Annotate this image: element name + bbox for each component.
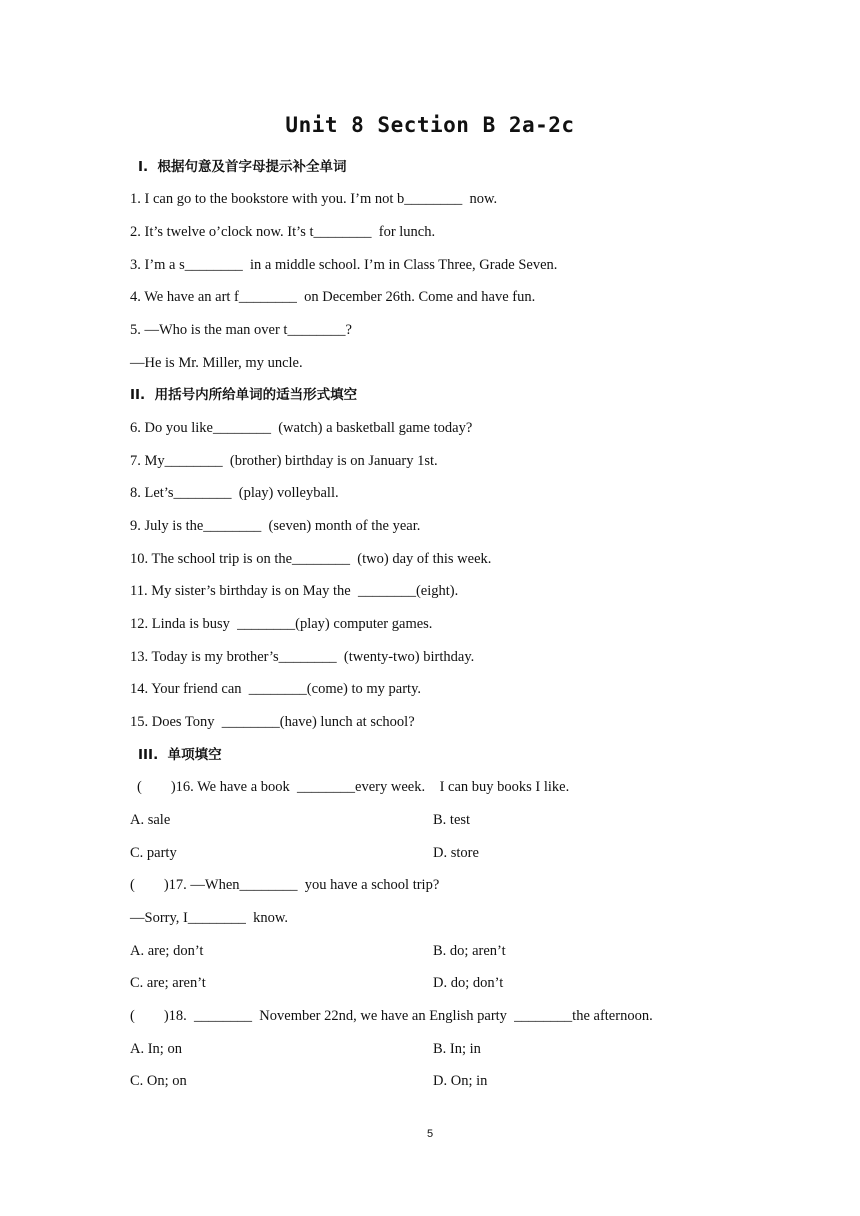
question-10: 10. The school trip is on the________ (two) day of this week. <box>130 551 492 567</box>
option-17-c: C. are; aren’t <box>130 975 206 991</box>
option-18-b: B. In; in <box>433 1041 481 1057</box>
section-heading-1: I. 根据句意及首字母提示补全单词 <box>138 159 347 175</box>
question-17-reply: —Sorry, I________ know. <box>130 910 289 926</box>
question-11: 11. My sister’s birthday is on May the ________(eight). <box>130 583 459 599</box>
option-18-d: D. On; in <box>433 1073 488 1089</box>
option-18-c: C. On; on <box>130 1073 187 1089</box>
option-17-b: B. do; aren’t <box>433 943 506 959</box>
option-18-a: A. In; on <box>130 1041 182 1057</box>
question-7: 7. My________ (brother) birthday is on January 1st. <box>130 453 438 469</box>
question-2: 2. It’s twelve o’clock now. It’s t________ for lunch. <box>130 224 436 240</box>
question-6: 6. Do you like________ (watch) a basketball game today? <box>130 420 473 436</box>
question-4: 4. We have an art f________ on December 26th. Come and have fun. <box>130 289 536 305</box>
option-16-b: B. test <box>433 812 471 828</box>
question-18: ( )18. ________ November 22nd, we have an English party ________the afternoon. <box>130 1008 653 1024</box>
question-5: 5. —Who is the man over t________? <box>130 322 352 338</box>
option-16-d: D. store <box>433 845 479 861</box>
question-8: 8. Let’s________ (play) volleyball. <box>130 485 339 501</box>
section-heading-2: II. 用括号内所给单词的适当形式填空 <box>130 387 358 403</box>
option-16-a: A. sale <box>130 812 171 828</box>
option-16-c: C. party <box>130 845 177 861</box>
question-13: 13. Today is my brother’s________ (twenty-two) birthday. <box>130 649 475 665</box>
question-12: 12. Linda is busy ________(play) computer games. <box>130 616 433 632</box>
question-3: 3. I’m a s________ in a middle school. I’m in Class Three, Grade Seven. <box>130 257 558 273</box>
option-17-d: D. do; don’t <box>433 975 504 991</box>
question-14: 14. Your friend can ________(come) to my party. <box>130 681 422 697</box>
option-17-a: A. are; don’t <box>130 943 204 959</box>
question-16: ( )16. We have a book ________every week. I can buy books I like. <box>137 779 570 795</box>
question-9: 9. July is the________ (seven) month of the year. <box>130 518 421 534</box>
page-title: Unit 8 Section B 2a-2c <box>285 113 575 137</box>
question-15: 15. Does Tony ________(have) lunch at school? <box>130 714 415 730</box>
question-1: 1. I can go to the bookstore with you. I’m not b________ now. <box>130 191 498 207</box>
question-17: ( )17. —When________ you have a school trip? <box>130 877 440 893</box>
section-heading-3: III. 单项填空 <box>138 747 222 763</box>
page-number: 5 <box>426 1128 434 1140</box>
question-5-reply: —He is Mr. Miller, my uncle. <box>130 355 303 371</box>
